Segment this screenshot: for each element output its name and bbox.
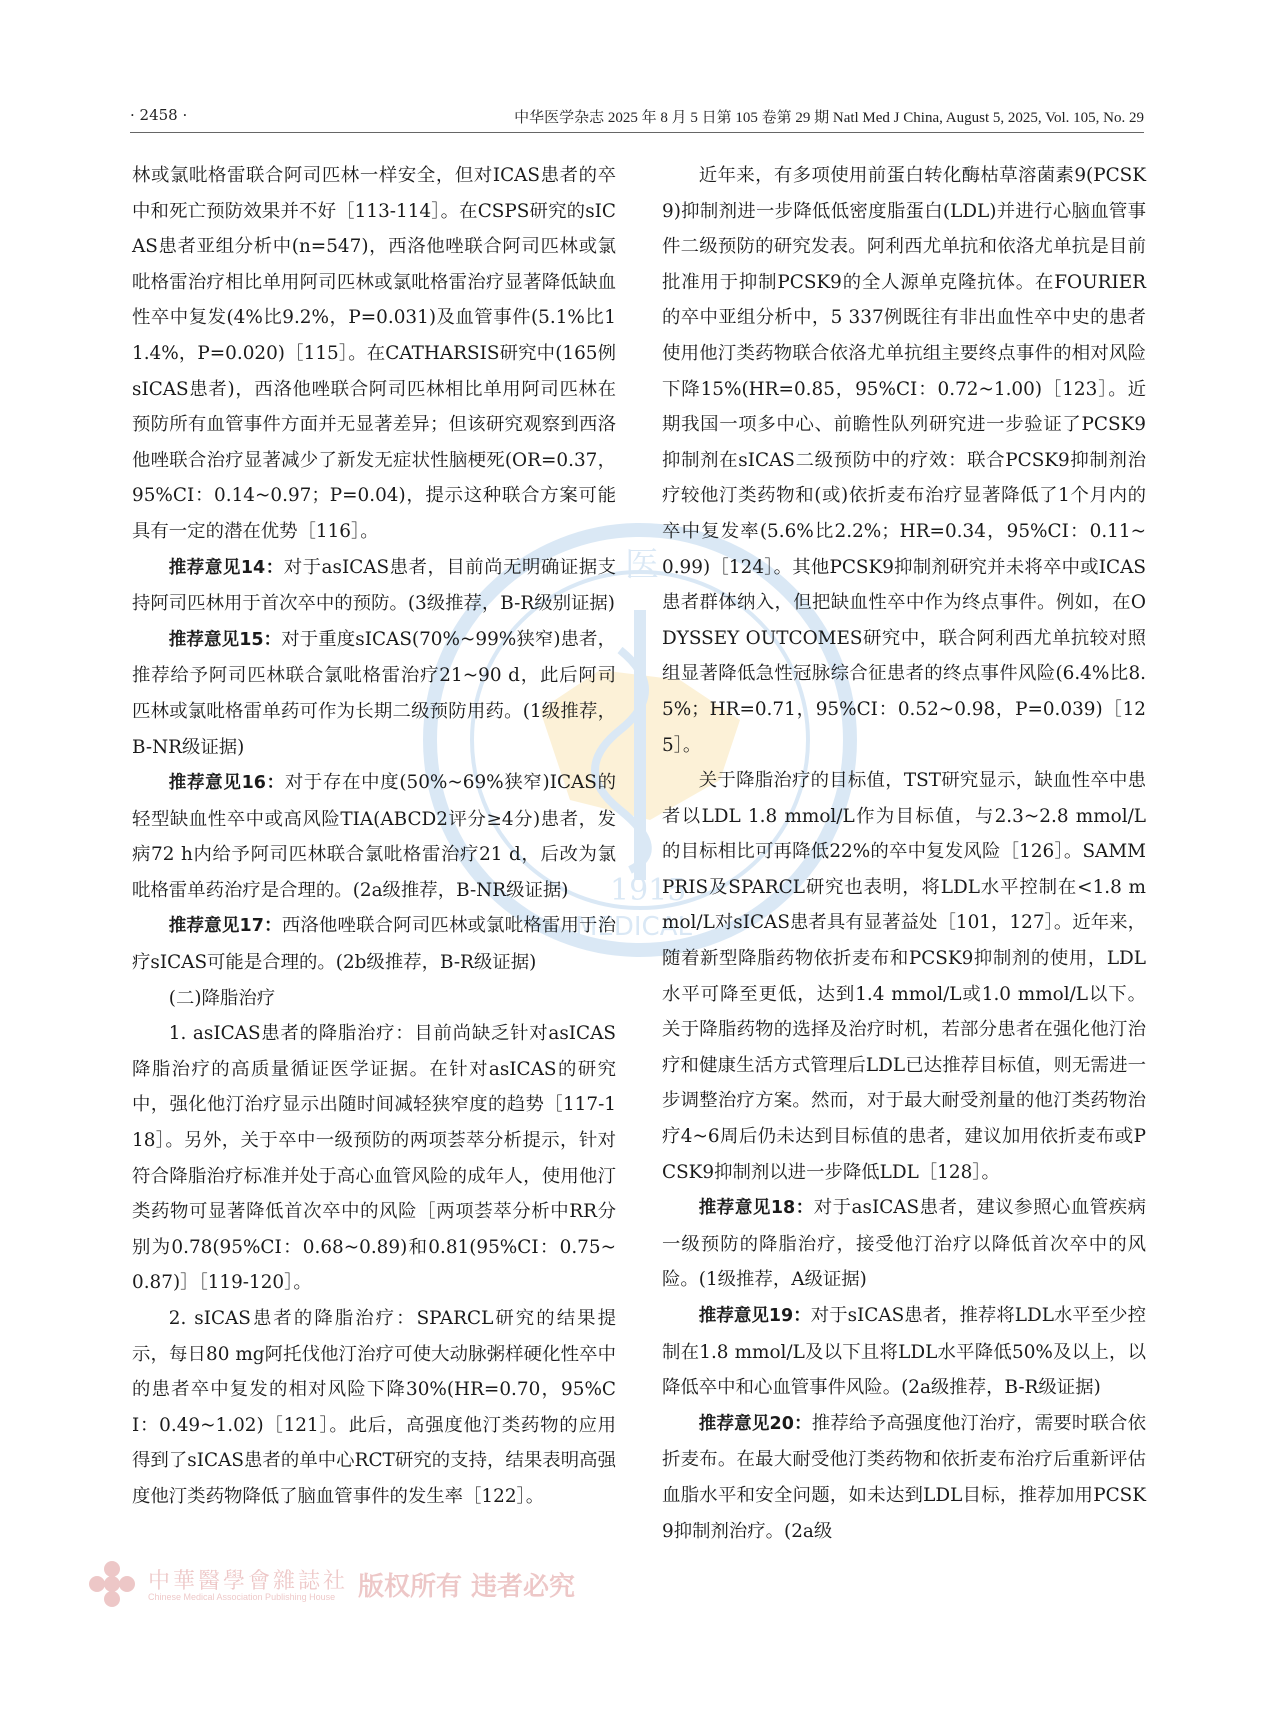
recommendation-16 (132, 765, 616, 908)
journal-citation: 中华医学杂志 2025 年 8 月 5 日第 105 卷第 29 期 Natl Med J China, August 5, 2025, Vol. 105, No. 29 (514, 110, 1144, 126)
recommendation-20 (662, 1406, 1146, 1549)
header-divider (130, 132, 1144, 133)
recommendation-19 (662, 1298, 1146, 1406)
recommendation-label: 推荐意见16： (168, 773, 285, 794)
paragraph-continuation: 林或氯吡格雷联合阿司匹林一样安全，但对ICAS患者的卒中和死亡预防效果并不好［113-114］。在CSPS研究的sICAS患者亚组分析中(n=547)，西洛他唑联合阿司匹林或氯吡格雷治疗相比单用阿司匹林或氯吡格雷治疗显著降低缺血性卒中复发(4%比9.2%，P=0.031)及血管事件(5.1%比11.4%，P=0.020)［115］。在CATHARSIS研究中(165例sICAS患者)，西洛他唑联合阿司匹林相比单用阿司匹林在预防所有血管事件方面并无显著差异；但该研究观察到西洛他唑联合治疗显著减少了新发无症状性脑梗死(OR=0.37，95%CI：0.14~0.97；P=0.04)，提示这种联合方案可能具有一定的潜在优势［116］。 (132, 165, 616, 542)
paragraph: 1. asICAS患者的降脂治疗：目前尚缺乏针对asICAS降脂治疗的高质量循证医学证据。在针对asICAS的研究中，强化他汀治疗显示出随时间减轻狭窄度的趋势［117-118］。另外，关于卒中一级预防的两项荟萃分析提示，针对符合降脂治疗标准并处于高心血管风险的成年人，使用他汀类药物可显著降低首次卒中的风险［两项荟萃分析中RR分别为0.78(95%CI：0.68~0.89)和0.81(95%CI：0.75~0.87)］［119-120］。 (132, 1023, 616, 1294)
seal-year: 1915 (610, 873, 687, 908)
paragraph: 关于降脂治疗的目标值，TST研究显示，缺血性卒中患者以LDL 1.8 mmol/L作为目标值，与2.3~2.8 mmol/L的目标相比可再降低22%的卒中复发风险［126］。SAMMPRIS及SPARCL研究也表明，将LDL水平控制在<1.8 mmol/L对sICAS患者具有显著益处［101，127］。近年来，随着新型降脂药物依折麦布和PCSK9抑制剂的使用，LDL水平可降至更低，达到1.4 mmol/L或1.0 mmol/L以下。关于降脂药物的选择及治疗时机，若部分患者在强化他汀治疗和健康生活方式管理后LDL已达推荐目标值，则无需进一步调整治疗方案。然而，对于最大耐受剂量的他汀类药物治疗4~6周后仍未达到目标值的患者，建议加用依折麦布或PCSK9抑制剂以进一步降低LDL［128］。 (662, 770, 1146, 1183)
recommendation-text: 西洛他唑联合阿司匹林或氯吡格雷用于治疗sICAS可能是合理的。(2b级推荐，B-R级证据) (132, 915, 616, 974)
recommendation-17 (132, 908, 616, 980)
section-heading: (二)降脂治疗 (168, 987, 276, 1009)
recommendation-text: 对于sICAS患者，推荐将LDL水平至少控制在1.8 mmol/L及以下且将LDL水平降低50%及以上，以降低卒中和心血管事件风险。(2a级推荐，B-R级证据) (662, 1305, 1146, 1399)
publisher-name-en: Chinese Medical Association Publishing House (148, 1592, 336, 1602)
recommendation-label: 推荐意见20： (698, 1413, 812, 1434)
paragraph: 2. sICAS患者的降脂治疗：SPARCL研究的结果提示，每日80 mg阿托伐他汀治疗可使大动脉粥样硬化性卒中的患者卒中复发的相对风险下降30%(HR=0.70，95%CI：0.49~1.02)［121］。此后，高强度他汀类药物的应用得到了sICAS患者的单中心RCT研究的支持，结果表明高强度他汀类药物降低了脑血管事件的发生率［122］。 (132, 1308, 616, 1507)
recommendation-text: 对于asICAS患者，建议参照心血管疾病一级预防的降脂治疗，接受他汀治疗以降低首次卒中的风险。(1级推荐，A级证据) (662, 1197, 1146, 1291)
seal-top-char: 医 (625, 545, 659, 585)
paragraph: 近年来，有多项使用前蛋白转化酶枯草溶菌素9(PCSK9)抑制剂进一步降低低密度脂蛋白(LDL)并进行心脑血管事件二级预防的研究发表。阿利西尤单抗和依洛尤单抗是目前批准用于抑制PCSK9的全人源单克隆抗体。在FOURIER的卒中亚组分析中，5 337例既往有非出血性卒中史的患者使用他汀类药物联合依洛尤单抗组主要终点事件的相对风险下降15%(HR=0.85，95%CI：0.72~1.00)［123］。近期我国一项多中心、前瞻性队列研究进一步验证了PCSK9抑制剂在sICAS二级预防中的疗效：联合PCSK9抑制剂治疗较他汀类药物和(或)依折麦布治疗显著降低了1个月内的卒中复发率(5.6%比2.2%；HR=0.34，95%CI：0.11~0.99)［124］。其他PCSK9抑制剂研究并未将卒中或ICAS患者群体纳入，但把缺血性卒中作为终点事件。例如，在ODYSSEY OUTCOMES研究中，联合阿利西尤单抗较对照组显著降低急性冠脉综合征患者的终点事件风险(6.4%比8.5%；HR=0.71，95%CI：0.52~0.98，P=0.039)［125］。 (662, 165, 1146, 756)
seal-english: MEDICAL (575, 912, 692, 942)
recommendation-label: 推荐意见19： (698, 1306, 811, 1326)
copyright-notice: 版权所有 违者必究 (358, 1572, 576, 1602)
recommendation-label: 推荐意见17： (168, 916, 282, 937)
recommendation-label: 推荐意见18： (698, 1198, 814, 1219)
recommendation-18 (662, 1190, 1146, 1298)
recommendation-15 (132, 622, 616, 765)
recommendation-14 (132, 550, 616, 622)
recommendation-label: 推荐意见14： (168, 557, 284, 578)
recommendation-text: 推荐给予高强度他汀治疗，需要时联合依折麦布。在最大耐受他汀类药物和依折麦布治疗后重新评估血脂水平和安全问题，如未达到LDL目标，推荐加用PCSK9抑制剂治疗。(2a级 (662, 1412, 1146, 1542)
recommendation-text: 对于重度sICAS(70%~99%狭窄)患者，推荐给予阿司匹林联合氯吡格雷治疗21~90 d，此后阿司匹林或氯吡格雷单药可作为长期二级预防用药。(1级推荐，B-NR级证据) (132, 628, 616, 758)
left-column (132, 158, 616, 1515)
recommendation-text: 对于存在中度(50%~69%狭窄)ICAS的轻型缺血性卒中或高风险TIA(ABCD2评分≥4分)患者，发病72 h内给予阿司匹林联合氯吡格雷治疗21 d，后改为氯吡格雷单药治疗是合理的。(2a级推荐，B-NR级证据) (132, 772, 616, 901)
running-header (130, 104, 1144, 130)
recommendation-text: 对于asICAS患者，目前尚无明确证据支持阿司匹林用于首次卒中的预防。(3级推荐，B-R级别证据) (132, 556, 616, 615)
recommendation-label: 推荐意见15： (168, 629, 282, 650)
right-column (662, 158, 1146, 1549)
page-number: · 2458 · (130, 106, 188, 124)
publisher-flower-icon (88, 1560, 136, 1608)
publisher-watermark (88, 1560, 576, 1610)
publisher-name: 中華醫學會雜誌社 (148, 1569, 349, 1594)
